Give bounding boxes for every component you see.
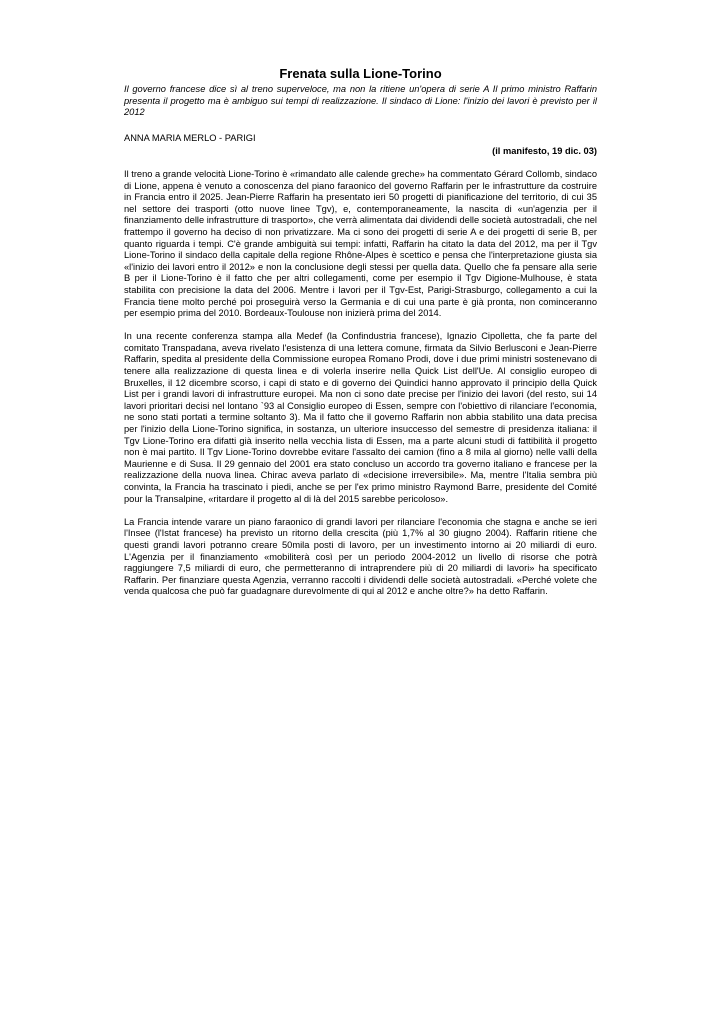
paragraph-2: In una recente conferenza stampa alla Medef (la Confindustria francese), Ignazio Cipolletta, che fa parte del comitato Transpadana, aveva rivelato l'esistenza di una lettera comune, firmata da Silvio Berlusconi e Jean-Pierre Raffarin, spedita al presidente della Commissione europea Romano Prodi, dove i due primi ministri sostenevano di tenere alla realizzazione di questa linea e di volerla inserire nella Quick List dell'Ue. Al consiglio europeo di Bruxelles, il 12 dicembre scorso, i capi di stato e di governo dei Quindici hanno approvato il principio della Quick List per i grandi lavori di infrastrutture europei. Ma non ci sono date precise per l'inizio dei lavori (del resto, sui 14 lavori prioritari decisi nel lontano `93 al Consiglio europeo di Essen, sempre con l'obiettivo di rilanciare l'economia, ne sono stati portati a termine soltanto 3). Ma il fatto che il governo Raffarin non abbia stabilito una data precisa per l'inizio della Lione-Torino significa, in sostanza, un ulteriore insuccesso del semestre di presidenza italiana: il Tgv Lione-Torino era difatti già inserito nella vecchia lista di Essen, ma a parte alcuni studi di fattibilità il progetto non è mai partito. Il Tgv Lione-Torino dovrebbe evitare l'assalto dei camion (fino a 8 mila al giorno) nelle valli della Maurienne e di Susa. Il 29 gennaio del 2001 era stato concluso un accordo tra governo italiano e francese per la realizzazione della nuova linea. Chirac aveva parlato di «decisione irreversibile». Ma, mentre l'Italia sembra più convinta, la Francia ha trascinato i piedi, anche se per l'ex primo ministro Raymond Barre, presidente del Comité pour la Transalpine, «ritardare il progetto al di là del 2015 sarebbe pericoloso».: [124, 331, 597, 504]
article: [124, 66, 597, 610]
paragraph-1: Il treno a grande velocità Lione-Torino è «rimandato alle calende greche» ha commentato Gérard Collomb, sindaco di Lione, appena è venuto a conoscenza del piano faraonico del governo Raffarin per le infrastrutture da costruire in Francia entro il 2025. Jean-Pierre Raffarin ha presentato ieri 50 progetti di pianificazione del territorio, di cui 35 nel settore dei trasporti (otto nuove linee Tgv), e, contemporaneamente, la nascita di «un'agenzia per il finanziamento delle infrastrutture di trasporto», che verrà alimentata dai dividendi delle società autostradali, che nel frattempo il governo ha deciso di non privatizzare. Ma ci sono dei progetti di serie A e dei progetti di serie B, per quanto riguarda i tempi. C'è grande ambiguità sui tempi: infatti, Raffarin ha citato la data del 2012, ma per il Tgv Lione-Torino il sindaco della capitale della regione Rhône-Alpes è scettico e pensa che l'interpretazione giusta sia «l'inizio dei lavori entro il 2012» e non la conclusione degli stessi per quella data. Quello che fa pensare alla serie B per il Lione-Torino è il fatto che per altri collegamenti, come per esempio il Tgv Digione-Mulhouse, è stata stabilita con precisione la data del 2006. Mentre i lavori per il Tgv-Est, Parigi-Strasburgo, collegamento a cui la Francia tiene molto perché poi proseguirà verso la Germania e di cui una parte è già pronta, non cominceranno per esempio prima del 2010. Bordeaux-Toulouse non inizierà prima del 2014.: [124, 168, 597, 319]
article-title: Frenata sulla Lione-Torino: [279, 66, 442, 81]
article-body: [124, 169, 597, 598]
article-source: (il manifesto, 19 dic. 03): [492, 146, 597, 157]
article-subtitle: Il governo francese dice sì al treno superveloce, ma non la ritiene un'opera di serie A Il primo ministro Raffarin presenta il progetto ma è ambiguo sui tempi di realizzazione. Il sindaco di Lione: l'inizio dei lavori è previsto per il 2012: [124, 84, 597, 118]
paragraph-3: La Francia intende varare un piano faraonico di grandi lavori per rilanciare l'economia che stagna e anche se ieri l'Insee (l'Istat francese) ha previsto un ritorno della crescita (più 1,7% al 30 giugno 2004). Raffarin ritiene che questi grandi lavori potranno creare 50mila posti di lavoro, per un investimento intorno ai 20 miliardi di euro. L'Agenzia per il finanziamento «mobiliterà così per un periodo 2004-2012 un livello di risorse che potrà raggiungere 7,5 miliardi di euro, che permetteranno di intraprendere più di 20 miliardi di lavori» ha specificato Raffarin. Per finanziare questa Agenzia, verranno raccolti i dividendi delle società autostradali. «Perché volete che venda qualcosa che può far guadagnare durevolmente di qui al 2012 e anche oltre?» ha detto Raffarin.: [124, 516, 597, 597]
article-author: ANNA MARIA MERLO - PARIGI: [124, 132, 256, 143]
